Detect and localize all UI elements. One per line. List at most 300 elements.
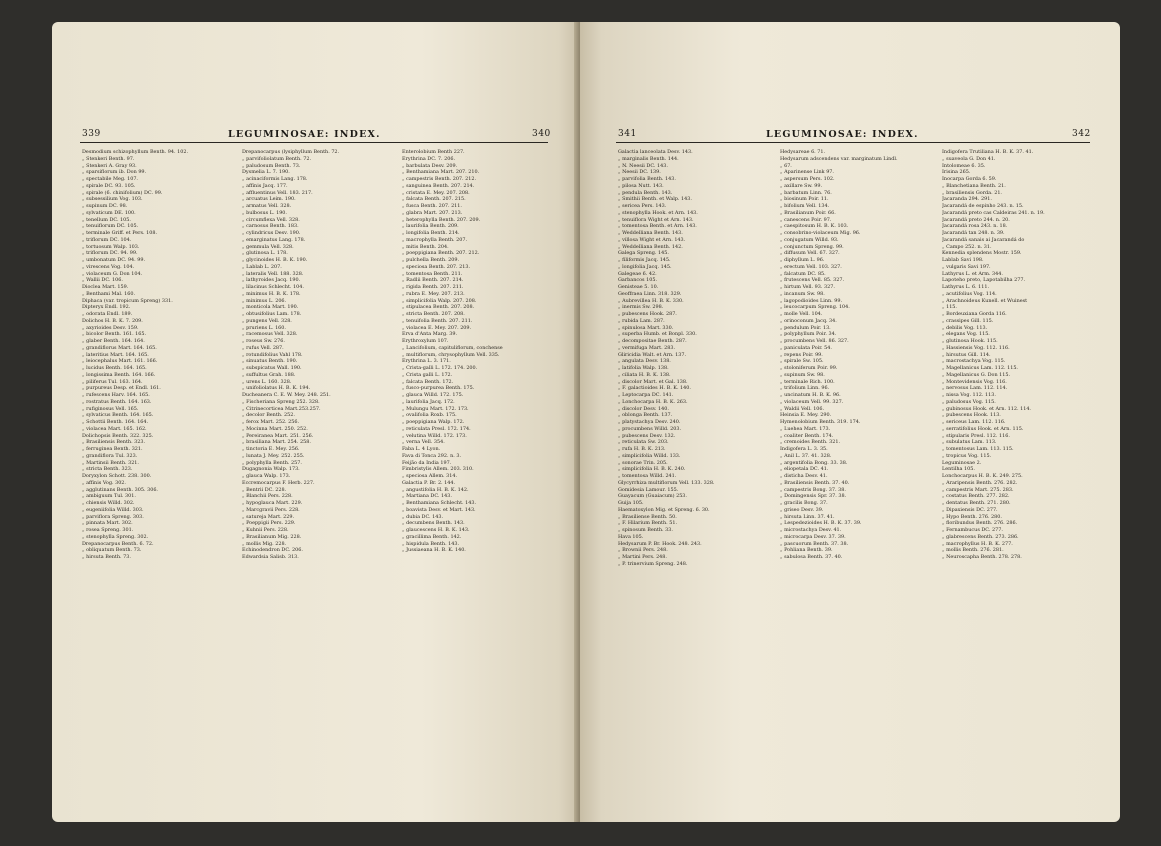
index-entry: „ pubescens Hook. 287. (618, 311, 677, 317)
index-entry: „ tenuiflorum DC. 105. (82, 223, 139, 230)
index-entry: „ procumbens Willd. 203. (618, 425, 682, 432)
index-entry: „ platystachya Desv. 240. (618, 419, 681, 425)
index-entry: Erythroxylum 107. (402, 338, 449, 344)
index-entry: „ crassipes Gill. 115. (942, 317, 994, 324)
index-entry: „ ovalifolia Roxb. 175. (402, 412, 457, 419)
index-entry: „ paniculata Poir. 54. (780, 344, 832, 351)
index-entry: Hedysarum adscendens var. marginatum Lindl. (780, 155, 898, 162)
index-entry: „ Weddelliana Benth. 142. (618, 243, 683, 250)
index-entry: „ rosea Spreng. 301. (82, 527, 134, 533)
index-entry: Indigofera Trutiliana H. B. K. 37. 41. (942, 149, 1034, 155)
right-page (580, 22, 1120, 822)
index-entry: Lentilha 105. (942, 466, 975, 473)
index-entry: „ pascuorum Benth. 37. 38. (780, 540, 849, 547)
index-entry: „ dubia DC. 143. (402, 513, 444, 520)
left-index-column-2 (242, 149, 364, 561)
index-entry: „ stricta Benth. 207. 208. (402, 311, 465, 317)
index-entry: „ N. Neesii DC. 143. (618, 162, 668, 169)
index-entry: „ marginalis Benth. 144. (618, 155, 679, 162)
index-entry: „ barbulata Desv. 209. (402, 162, 458, 169)
index-entry: „ obliquatum Benth. 73. (82, 547, 142, 554)
index-entry: „ costatus Benth. 277. 282. (942, 493, 1010, 500)
index-entry: „ rufus Vell. 287. (242, 344, 284, 351)
index-entry: „ glauca Walp. 173. (242, 473, 291, 479)
index-entry: „ Luehea Mart. 173. (780, 425, 831, 432)
index-entry: „ racemosus Vell. 328. (242, 331, 298, 338)
index-entry: „ triflorum DC. 94. 99. (82, 250, 138, 257)
index-entry: „ bulbosus L. 190. (242, 209, 287, 216)
index-entry: „ velutina Willd. 172. 173. (402, 432, 467, 439)
index-entry: „ sanguinea Benth. 207. 214. (402, 182, 475, 189)
index-entry: „ ferruginea Benth. 321. (82, 446, 143, 452)
index-entry: „ pilosa Nutt. 143. (618, 182, 664, 189)
index-entry: „ longifolia Benth. 214. (402, 230, 460, 236)
index-entry: „ pendula Benth. 143. (618, 189, 673, 196)
left-index-column-1 (82, 149, 204, 561)
index-entry: „ virescens Vog. 104. (82, 263, 135, 270)
index-entry: „ lateritius Mart. 164. 165. (82, 351, 149, 358)
left-running-title: LEGUMINOSAE: INDEX. (228, 129, 381, 140)
index-entry: „ Benthamiana Schlecht. 143. (402, 500, 477, 506)
index-entry: Desmodium schizophyllum Benth. 94. 102. (82, 149, 189, 155)
index-entry: „ Magellanicus Lam. 112. 115. (942, 365, 1018, 371)
index-entry: „ Mulungu Mart. 172. 173. (402, 405, 469, 412)
index-entry: Geoffraea Linn. 318. 329. (618, 290, 682, 297)
index-entry: Haematoxylon Mig. et Spreng. 6. 30. (618, 506, 710, 513)
left-page-number-2: 340 (532, 129, 551, 139)
index-entry: „ rigida Benth. 207. 211. (402, 284, 464, 290)
index-entry: „ Blanchii Pers. 228. (242, 493, 293, 500)
index-entry: „ sericeus Lam. 112. 116. (942, 419, 1006, 425)
index-entry: „ lagopodioides Linn. 99. (780, 297, 843, 304)
index-entry: „ cremoides Benth. 321. (780, 439, 841, 446)
index-entry: „ unifoliolatus H. B. K. 194. (242, 385, 311, 392)
index-entry: Lablab Savi 198. (942, 257, 984, 263)
index-entry: Lathyrus L. 6. 111. (942, 284, 990, 290)
index-entry: „ mollis Benth. 276. 281. (942, 547, 1004, 554)
index-entry: „ chiensis Willd. 302. (82, 500, 135, 506)
index-entry: „ Bordeuxiana Gorda 116. (942, 311, 1007, 317)
index-entry: „ supinum Sw. 98. (780, 371, 825, 378)
index-entry: „ parvifoliolatum Benth. 72. (242, 155, 312, 162)
index-entry: „ satureja Mart. 229. (242, 513, 295, 520)
index-entry: „ campestris Bong. 37. 38. (780, 486, 846, 493)
index-entry: „ pulchella Benth. 209. (402, 257, 460, 263)
index-entry: Garbancos 105. (618, 277, 657, 284)
index-entry: „ Brasiliense Benth. 50. (618, 513, 677, 520)
index-entry: „ hispidula Benth. 143. (402, 540, 460, 547)
index-entry: „ hypoglauca Mart. 229. (242, 500, 303, 506)
index-entry: „ tenuiflora Wight et Arn. 143. (618, 216, 694, 223)
index-entry: „ polyphylla Benth. 257. (242, 459, 302, 466)
left-page-number-1: 339 (82, 129, 101, 139)
index-entry: „ Brasilianum Mig. 228. (242, 533, 302, 540)
index-entry: „ Neuroscapha Benth. 278. 278. (942, 554, 1022, 560)
index-entry: „ barbatum Linn. 76. (780, 189, 832, 196)
index-entry: „ stoloniferum Poir. 99. (780, 365, 838, 371)
index-entry: Fava di Tonca 292. n. 3. (402, 452, 462, 459)
index-entry: „ glutinosa L. 178. (242, 250, 288, 257)
index-entry: „ rubra E. Mey. 207. 213. (402, 290, 465, 297)
index-entry: „ Blanchetiana Benth. 21. (942, 182, 1006, 189)
index-entry: „ superba Humb. et Bonpl. 330. (618, 331, 697, 338)
index-entry: „ affinis Jacq. 177. (242, 182, 288, 189)
index-entry: „ acutifolius Vog. 114. (942, 290, 997, 297)
index-entry: „ parviflora Spreng. 303. (82, 513, 144, 520)
index-entry: „ glaber Benth. 164. 164. (82, 338, 145, 344)
index-entry: „ leucocarpum Spreng. 104. (780, 304, 850, 311)
index-entry: „ eugeniifolia Willd. 303. (82, 506, 144, 513)
index-entry: „ Weddelliana Benth. 143. (618, 230, 683, 236)
index-entry: „ poeppigiana Benth. 207. 212. (402, 250, 480, 257)
index-entry: „ sinuatus Benth. 190. (242, 358, 298, 365)
index-entry: „ glutinosa Hook. 115. (942, 338, 998, 344)
index-entry: Hedysareae 6. 71. (780, 149, 826, 155)
index-entry: „ parvifolia Benth. 143. (618, 176, 676, 182)
index-entry: „ repens Poir. 99. (780, 351, 823, 358)
index-entry: Heinsia E. Mey. 290. (780, 412, 832, 419)
index-entry: „ circumflexa Vell. 328. (242, 216, 300, 223)
index-entry: Fimbristylis Allem. 203. 310. (402, 466, 474, 473)
index-entry: „ molle Vell. 104. (780, 311, 823, 317)
index-entry: „ spiralе DC. 93. 105. (82, 182, 136, 189)
index-entry: Galegeae 6. 42. (618, 270, 657, 277)
index-entry: „ stipularis Presl. 112. 116. (942, 432, 1010, 439)
index-entry: „ macrophyllus H. B. K. 277. (942, 540, 1013, 547)
index-entry: „ gracillima Benth. 142. (402, 533, 462, 540)
index-entry: „ coaliter Benth. 174. (780, 432, 834, 439)
index-entry: „ cristata E. Mey. 207. 208. (402, 189, 470, 196)
index-entry: „ Brasilianum Poir. 66. (780, 209, 836, 216)
index-entry: Eccremocarpus F. Herb. 227. (242, 479, 315, 486)
index-entry: „ diffusum Vell. 67. 327. (780, 250, 840, 257)
index-entry: „ carnosus Benth. 183. (242, 223, 299, 230)
index-entry: „ Smithii Benth. et Walp. 143. (618, 196, 692, 203)
index-entry: „ lucidus Benth. 164. 165. (82, 365, 147, 371)
index-entry: „ sylvaticum DE. 100. (82, 209, 136, 216)
index-entry: Galactia lanceolata Desv. 143. (618, 149, 693, 155)
index-entry: „ verna Vell. 354. (402, 439, 445, 446)
index-entry: „ lathyroides Jacq. 190. (242, 277, 301, 284)
index-entry: „ Mocinna Mart. 250. 252. (242, 425, 308, 432)
index-entry: „ tenuifolia Benth. 207. 211. (402, 317, 473, 324)
index-entry: „ glaucescens H. B. K. 143. (402, 527, 470, 533)
index-entry: „ uncinatum H. B. K. 96. (780, 392, 841, 398)
index-entry: „ hirsuta Linn. 37. 41. (780, 513, 835, 520)
index-entry: „ decompositae Benth. 287. (618, 338, 687, 344)
index-entry: „ vulgaris Savi 197. (942, 263, 991, 270)
index-entry: Lapoteho preto, Lapotabilha 277. (942, 277, 1026, 284)
index-entry: „ rubida Lam. 287. (618, 317, 665, 324)
index-entry: „ Brasiliensis Benth. 37. 40. (780, 479, 850, 486)
index-entry: „ violacea Mart. 165. 162. (82, 425, 147, 432)
index-entry: „ lunata J. Mey. 252. 255. (242, 452, 305, 459)
index-entry: „ terminale Rich. 100. (780, 378, 835, 385)
index-entry: „ tinctoria E. Mey. 256. (242, 446, 300, 452)
index-entry: „ longifolia Jacq. 145. (618, 263, 672, 270)
index-entry: Echinodendron DC. 206. (242, 547, 303, 554)
index-entry: „ Wallii DC. 106. (82, 277, 123, 284)
index-entry: „ pruriens L. 160. (242, 324, 286, 331)
index-entry: „ tomentosus Lam. 113. 115. (942, 446, 1014, 452)
index-entry: „ stenophylla Spreng. 302. (82, 533, 149, 540)
index-entry: „ simplicifolia Walp. 207. 208. (402, 297, 477, 304)
index-entry: „ glabrescens Benth. 273. 286. (942, 533, 1019, 540)
index-entry: „ debilis Vog. 113. (942, 324, 988, 331)
index-entry: „ falcata Benth. 172. (402, 378, 454, 385)
index-entry: „ cylindricus Desv. 190. (242, 230, 301, 236)
index-entry: „ Leptocarpa DC. 141. (618, 392, 674, 398)
index-entry: „ campestris Mart. 275. 283. (942, 486, 1014, 493)
index-entry: Jacarandá tan 248. n. 39. (942, 230, 1005, 236)
index-entry: „ Lonchocarpa H. B. K. 263. (618, 398, 688, 405)
index-entry: „ eliopetala DC. 41. (780, 466, 829, 473)
index-entry: „ Hypo Benth. 276. 280. (942, 513, 1002, 520)
index-entry: „ brasiliana Mart. 254. 258. (242, 439, 311, 446)
index-entry: „ latifolia Walp. 138. (618, 365, 669, 371)
index-entry: „ pubescens Hook. 113. (942, 412, 1001, 419)
index-entry: „ dentatus Benth. 271. 280. (942, 500, 1011, 506)
right-index-column-2 (780, 149, 902, 561)
index-entry: „ Crista-galli L. 172. 174. 200. (402, 365, 478, 371)
index-entry: „ simplicifolia H. B. K. 240. (618, 466, 686, 473)
index-entry: „ paludosum Benth. 73. (242, 162, 301, 169)
index-entry: „ Waldii Vell. 106. (780, 405, 825, 412)
index-entry: „ pungens Vell. 328. (242, 317, 292, 324)
index-entry: „ affinis Vog. 302. (82, 479, 126, 486)
index-entry: „ pubescens Desv. 132. (618, 432, 676, 439)
left-page (52, 22, 580, 822)
index-entry: „ obtusifolius Lam. 178. (242, 311, 302, 317)
index-entry: Hymenolobium Benth. 319. 174. (780, 419, 861, 425)
index-entry: „ Lancifolium, capituliflorum, conchense (402, 344, 503, 351)
index-entry: „ laurifolia Jacq. 172. (402, 398, 455, 405)
index-entry: „ urens L. 160. 328. (242, 378, 292, 385)
index-entry: „ mollis Mig. 228. (242, 540, 287, 547)
index-entry: Hava 105. (618, 533, 644, 540)
index-entry: „ 67. (780, 162, 792, 169)
index-entry: Inocarpa Gorda 6. 59. (942, 176, 997, 182)
index-entry: „ sonorae Trin. 205. (618, 459, 668, 466)
index-entry: „ affluentinus Vell. 183. 217. (242, 189, 313, 196)
index-entry: „ stricta Benth. 323. (82, 466, 133, 473)
index-entry: „ inermis Sw. 298. (618, 304, 664, 311)
index-entry: Indigofera L. 3. 35. (780, 446, 828, 452)
index-entry: „ poeppigiana Walp. 172. (402, 419, 465, 425)
index-entry: „ gracilis Bong. 37. (780, 500, 828, 506)
left-index-column-3 (402, 149, 524, 554)
index-entry: Jacarandá rosa 243. n. 18. (942, 223, 1008, 230)
index-entry: „ Radlii Benth. 207. 214. (402, 277, 464, 284)
index-entry: „ frutescens Vell. 85. 327. (780, 277, 845, 284)
index-entry: „ macrophylla Benth. 207. (402, 236, 468, 243)
index-entry: „ decumbens Benth. 143. (402, 520, 465, 527)
index-entry: „ Brownii Pers. 248. (618, 547, 668, 554)
index-entry: „ decolor Benth. 252. (242, 412, 295, 419)
index-entry: Dioclea Mart. 159. (82, 284, 129, 290)
index-entry: „ conjugatum Willd. 93. (780, 236, 839, 243)
index-entry: „ Martiana DC. 143. (402, 493, 452, 500)
index-entry: „ tomentosa Willd. 241. (618, 473, 677, 479)
index-entry: „ consobrino-violaceum Mig. 96. (780, 230, 861, 236)
index-entry: „ rufa H. B. K. 213. (618, 446, 666, 452)
index-entry: „ odorata Endl. 189. (82, 311, 133, 317)
index-entry: „ Pohliana Benth. 39. (780, 547, 833, 554)
index-entry: „ campestris Benth. 207. 212. (402, 176, 477, 182)
index-entry: „ aspersum Pers. 102. (780, 176, 835, 182)
index-entry: „ Marcgravii Pers. 228. (242, 506, 300, 513)
index-entry: „ sericea Pers. 143. (618, 203, 667, 209)
index-entry: „ glycinoides H. B. K. 190. (242, 257, 308, 263)
index-entry: „ subsessilium Vog. 103. (82, 196, 143, 203)
index-entry: „ tomentosa Benth. 211. (402, 270, 463, 277)
index-entry: Gomidesia Lamour. 155. (618, 486, 679, 493)
index-entry: Guayacum (Guaiacum) 253. (618, 493, 687, 500)
index-entry: „ Citrinecorticea Mart.253.257. (242, 405, 321, 412)
index-entry: „ nervosus Lam. 112. 114. (942, 385, 1008, 392)
index-entry: „ mitis Benth. 204. (402, 243, 449, 250)
index-entry: Guija 105. (618, 500, 644, 506)
index-entry: „ P. trinervium Spreng. 248. (618, 560, 688, 567)
index-entry: „ filiformis Jacq. 145. (618, 257, 671, 263)
index-entry: „ erectum Vell. 103. 327. (780, 263, 842, 270)
index-entry: „ umbonatum DC. 94. 99. (82, 257, 146, 263)
index-entry: „ bicolor Benth. 161. 165. (82, 331, 147, 338)
index-entry: Jacarandá preto cas Caldeiras 241. n. 19. (942, 209, 1045, 216)
index-entry: Jacarandá de espinho 243. n. 15. (942, 203, 1024, 209)
right-page-number-1: 341 (618, 129, 637, 139)
index-entry: Lonchocarpus H. B. K. 249. 275. (942, 473, 1023, 479)
index-entry: „ suaveola G. Don 41. (942, 155, 996, 162)
index-entry: „ reticulata Presl. 172. 174. (402, 425, 471, 432)
index-entry: „ microcarpa Desv. 37. 39. (780, 533, 846, 540)
index-entry: „ rotundifolius Vahl 178. (242, 351, 303, 358)
index-entry: „ piliferus Tul. 163. 164. (82, 378, 143, 385)
index-entry: „ brasiliensis Gorda. 21. (942, 189, 1002, 196)
index-entry: „ microstachya Desv. 41. (780, 527, 842, 533)
left-header-rule (80, 142, 548, 143)
right-index-column-3 (942, 149, 1074, 561)
index-entry: Jacarandá preto 244. n. 20. (942, 216, 1010, 223)
index-entry: „ spinosum Benth. 33. (618, 527, 673, 533)
right-header-rule (616, 142, 1090, 143)
index-entry: „ purpureus Desp. et Endl. 161. (82, 385, 161, 392)
index-entry: „ procumbens Vell. 86. 327. (780, 338, 849, 344)
index-entry: „ Brasiliensis Benth. 323. (82, 439, 146, 446)
index-entry: „ stipulacea Benth. 207. 208. (402, 304, 475, 311)
index-entry: „ triflorum DC. 104. (82, 236, 132, 243)
index-entry: „ spirale (6. chinifolium) DC. 99. (82, 189, 163, 196)
index-entry: „ suffultus Grah. 188. (242, 371, 296, 378)
index-entry: „ polyphyllum Poir. 34. (780, 331, 837, 338)
index-entry: „ nissa Vog. 112. 113. (942, 392, 996, 398)
index-entry: „ disticha Desv. 41. (780, 473, 828, 479)
index-entry: „ Domingensis Spr. 37. 38. (780, 493, 847, 500)
index-entry: „ Bentrii DC. 228. (242, 486, 287, 493)
index-entry: Doryxylon Schott. 238. 300. (82, 473, 152, 479)
index-entry: „ tortuosum Walp. 103. (82, 243, 140, 250)
index-entry: „ multiflorum, chrysophyllum Vell. 335. (402, 351, 500, 358)
index-entry: „ Kuhnii Pers. 228. (242, 527, 289, 533)
index-entry: „ heterophylla Benth. 207. 209. (402, 216, 481, 223)
index-entry: „ speciosa Benth. 207. 213. (402, 263, 471, 270)
index-entry: „ Schottii Benth. 164. 164. (82, 419, 149, 425)
index-entry: „ lilacinus Schlecht. 104. (242, 284, 304, 290)
index-entry: „ pendulum Poir. 13. (780, 324, 831, 331)
index-entry: „ paludosus Vog. 115. (942, 398, 996, 405)
index-entry: „ griseo Desv. 39. (780, 506, 824, 513)
index-entry: „ angustifolia H. B. K. 142. (402, 486, 469, 493)
index-entry: „ Stenkeri A. Gray 93. (82, 162, 137, 169)
index-entry: Ducheanera C. E. W. Mey. 248. 251. (242, 392, 331, 398)
index-entry: „ Lespedezioides H. B. K. 37. 39. (780, 520, 862, 527)
index-entry: „ vermifuga Mart. 283. (618, 344, 676, 351)
index-entry: „ falcata Benth. 207. 215. (402, 196, 466, 203)
index-entry: „ simplicifolia Willd. 133. (618, 452, 681, 459)
index-entry: „ Martini Pers. 248. (618, 554, 667, 560)
index-entry: „ macrostachya Vog. 115. (942, 358, 1006, 365)
index-entry: „ discolor Mart. et Gal. 138. (618, 378, 688, 385)
index-entry: „ sparsiflorum ib. Don 99. (82, 169, 147, 176)
index-entry: Galactia P. Br. 2. 144. (402, 479, 456, 486)
index-entry: „ Benthamiana Mart. 207. 210. (402, 169, 480, 176)
index-entry: „ Jussiaeana H. B. K. 140. (402, 547, 466, 554)
index-entry: „ spirale Sw. 105. (780, 358, 824, 365)
index-entry: Enterolobium Benth 227. (402, 149, 465, 155)
index-entry: „ glabra Mart. 207. 213. (402, 209, 463, 216)
index-entry: „ falcatum DC. 85. (780, 270, 826, 277)
index-entry: „ acinaciformis Lang. 178. (242, 176, 308, 182)
index-entry: „ pinnata Mart. 302. (82, 520, 133, 527)
index-entry: Intolomeae 6. 35. (942, 162, 986, 169)
index-entry: „ floribundus Benth. 276. 286. (942, 520, 1018, 527)
index-entry: „ Hassiensis Vog. 112. 116. (942, 344, 1010, 351)
index-entry: „ minimus L. 206. (242, 297, 287, 304)
index-entry: „ rostratus Benth. 164. 163. (82, 398, 152, 405)
index-entry: Edwardsia Salisb. 313. (242, 554, 299, 560)
index-entry: Gliricidia Walt. et Arn. 137. (618, 351, 686, 358)
index-entry: Drepanocarpus Benth. 6. 72. (82, 540, 154, 547)
index-entry: „ oblonga Benth. 137. (618, 412, 673, 419)
index-entry: „ angulata Desv. 138. (618, 358, 671, 365)
index-entry: Jacaranda 294. 291. (942, 196, 992, 203)
index-entry: Dipteryx Endl. 192. (82, 304, 131, 311)
index-entry: „ laurifolia Benth. 209. (402, 223, 459, 230)
index-entry: „ caespitosum H. B. K. 103. (780, 223, 849, 230)
index-entry: „ serratifolius Hook. et Arn. 115. (942, 425, 1024, 432)
index-entry: „ grandiflora Tul. 323. (82, 452, 138, 459)
index-entry: „ Lablab L. 207. (242, 263, 282, 270)
index-entry: „ glauca Willd. 172. 175. (402, 392, 464, 398)
index-entry: „ diphyllum L. 96. (780, 257, 825, 263)
index-entry: „ rufiginosus Vell. 165. (82, 405, 139, 412)
index-entry: „ minimus H. B. K. 178. (242, 290, 301, 297)
index-entry: „ elegans Vog. 115. (942, 331, 990, 338)
index-entry: Leguminosae 2. (942, 459, 982, 466)
index-entry: „ violaceum G. Don 104. (82, 270, 143, 277)
index-entry: „ Pereiranea Mart. 251. 256. (242, 432, 314, 439)
index-entry: Drepanocarpus (lysiphyllum Benth. 72. (242, 149, 340, 155)
index-entry: „ spinulosa Mart. 330. (618, 324, 674, 331)
index-entry: Erythrina L. 3. 171. (402, 358, 451, 365)
index-entry: „ gubinosus Hook. et Arn. 112. 114. (942, 405, 1031, 412)
index-entry: „ hirsutus Gill. 114. (942, 351, 991, 358)
index-entry: „ ambiguum Tul. 301. (82, 493, 136, 500)
right-running-title: LEGUMINOSAE: INDEX. (766, 129, 919, 140)
index-entry: „ Aparinense Link 97. (780, 169, 834, 176)
index-entry: „ villosa Wight et Arn. 143. (618, 236, 686, 243)
index-entry: „ orinoconum Jacq. 34. (780, 317, 837, 324)
